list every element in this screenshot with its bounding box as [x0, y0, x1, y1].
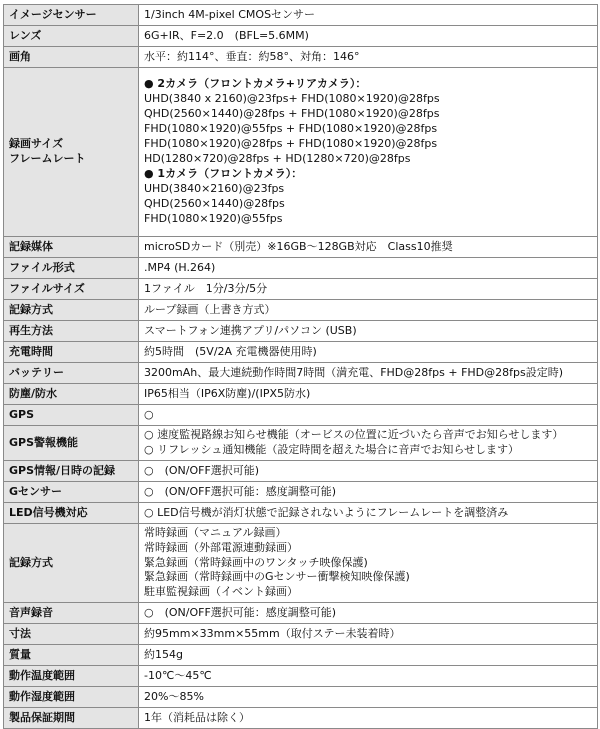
spec-value-line: 約154g: [144, 647, 183, 661]
spec-row: [4, 47, 598, 68]
spec-value: [139, 68, 598, 237]
spec-label: [4, 405, 139, 426]
spec-value-line: HD(1280×720)@28fps + HD(1280×720)@28fps: [144, 152, 411, 165]
spec-value-line: 約5時間 (5V/2A 充電機器使用時): [144, 344, 317, 358]
spec-label-line: 充電時間: [9, 344, 53, 358]
spec-value-line: UHD(3840 x 2160)@23fps+ FHD(1080×1920)@28fps: [144, 92, 440, 106]
spec-label: [4, 68, 139, 237]
spec-row: [4, 482, 598, 503]
spec-row: [4, 524, 598, 603]
spec-value: [139, 503, 598, 524]
spec-label-line: 音声録音: [9, 605, 53, 619]
spec-label: [4, 482, 139, 503]
spec-value: [139, 258, 598, 279]
spec-value: [139, 321, 598, 342]
spec-value: [139, 342, 598, 363]
spec-value: [139, 666, 598, 687]
spec-label: [4, 624, 139, 645]
spec-value-line: ○ (ON/OFF選択可能：感度調整可能): [144, 605, 337, 619]
spec-label: [4, 47, 139, 68]
spec-value: [139, 687, 598, 708]
spec-label-line: Gセンサー: [9, 484, 63, 498]
spec-label-line: バッテリー: [9, 365, 64, 379]
spec-value-line: ○ LED信号機が消灯状態で記録されないようにフレームレートを調整済み: [144, 505, 509, 519]
spec-value: [139, 300, 598, 321]
spec-label: [4, 666, 139, 687]
spec-row: [4, 237, 598, 258]
spec-label-line: GPS: [9, 407, 35, 421]
spec-value: [139, 426, 598, 461]
spec-label: [4, 687, 139, 708]
spec-label-line: 画角: [9, 49, 31, 63]
spec-value-line: 水平：約114°、垂直：約58°、対角：146°: [144, 49, 360, 63]
spec-label: [4, 258, 139, 279]
spec-value-line: FHD(1080×1920)@55fps: [144, 211, 283, 225]
spec-label: [4, 503, 139, 524]
spec-value: [139, 461, 598, 482]
spec-label: [4, 363, 139, 384]
spec-label: [4, 237, 139, 258]
spec-value-line: UHD(3840×2160)@23fps: [144, 181, 285, 195]
spec-value: [139, 482, 598, 503]
spec-row: [4, 461, 598, 482]
spec-label-line: 動作温度範囲: [9, 668, 75, 682]
spec-label-line: 製品保証期間: [9, 710, 75, 724]
spec-row: [4, 26, 598, 47]
spec-value-line: .MP4 (H.264): [144, 260, 216, 274]
spec-value: [139, 237, 598, 258]
spec-label: [4, 461, 139, 482]
spec-label: [4, 708, 139, 729]
spec-row: [4, 645, 598, 666]
spec-value-line: ○: [144, 407, 154, 421]
spec-value: [139, 26, 598, 47]
spec-row: [4, 503, 598, 524]
spec-value-line: 常時録画（マニュアル録画）: [144, 525, 287, 539]
spec-value-line: QHD(2560×1440)@28fps + FHD(1080×1920)@28fps: [144, 107, 440, 121]
spec-row: [4, 68, 598, 237]
spec-row: [4, 603, 598, 624]
spec-value: [139, 524, 598, 603]
spec-label-line: 録画サイズ: [9, 137, 64, 151]
spec-row: [4, 279, 598, 300]
spec-value-line: ● 1カメラ（フロントカメラ）：: [144, 166, 303, 180]
spec-label-line: ファイルサイズ: [9, 281, 85, 295]
spec-row: [4, 300, 598, 321]
spec-label-line: GPS警報機能: [9, 435, 79, 449]
spec-row: [4, 342, 598, 363]
spec-value-line: ループ録画（上書き方式）: [144, 302, 276, 316]
spec-row: [4, 405, 598, 426]
spec-row: [4, 708, 598, 729]
spec-label-line: 記録媒体: [9, 239, 53, 253]
spec-label: [4, 279, 139, 300]
spec-label: [4, 524, 139, 603]
spec-value-line: スマートフォン連携アプリ/パソコン (USB): [144, 323, 357, 337]
spec-label: [4, 26, 139, 47]
spec-value-line: ○ リフレッシュ通知機能（設定時間を超えた場合に音声でお知らせします）: [144, 443, 519, 456]
spec-value-line: 3200mAh、最大連続動作時間7時間（満充電、FHD@28fps + FHD@28fps設定時): [144, 365, 564, 379]
spec-value-line: ○ 速度監視路線お知らせ機能（オービスの位置に近づいたら音声でお知らせします）: [144, 428, 564, 442]
spec-value-line: ○ (ON/OFF選択可能): [144, 463, 260, 477]
spec-value-line: 20%～85%: [144, 689, 204, 703]
spec-value-line: 緊急録画（常時録画中のワンタッチ映像保護): [144, 555, 368, 569]
spec-value: [139, 5, 598, 26]
spec-value-line: ○ (ON/OFF選択可能：感度調整可能): [144, 484, 337, 498]
spec-value: [139, 363, 598, 384]
spec-value-line: IP65相当（IP6X防塵)/(IPX5防水): [144, 386, 311, 400]
spec-label: [4, 5, 139, 26]
spec-label: [4, 645, 139, 666]
spec-row: [4, 258, 598, 279]
spec-value-line: 緊急録画（常時録画中のGセンサー衝撃検知映像保護): [144, 570, 410, 584]
spec-value-line: 1ファイル 1分/3分/5分: [144, 281, 268, 295]
spec-row: [4, 624, 598, 645]
spec-label-line: イメージセンサー: [9, 7, 97, 21]
spec-value-line: ● 2カメラ（フロントカメラ+リアカメラ）：: [144, 77, 367, 91]
spec-value-line: 6G+IR、F=2.0 (BFL=5.6MM): [144, 28, 309, 42]
spec-label-line: 記録方式: [9, 302, 53, 316]
spec-label-line: GPS情報/日時の記録: [9, 463, 116, 477]
spec-value-line: 1年（消耗品は除く）: [144, 710, 250, 724]
spec-value-line: microSDカード（別売）※16GB～128GB対応 Class10推奨: [144, 239, 453, 253]
spec-value: [139, 624, 598, 645]
spec-value: [139, 708, 598, 729]
spec-label-line: 質量: [9, 647, 31, 661]
spec-value-line: QHD(2560×1440)@28fps: [144, 196, 285, 210]
spec-label-line: ファイル形式: [9, 260, 75, 274]
spec-table-body: [4, 5, 598, 729]
spec-row: [4, 321, 598, 342]
spec-label-line: レンズ: [9, 28, 42, 42]
spec-label: [4, 321, 139, 342]
spec-value: [139, 279, 598, 300]
spec-label: [4, 603, 139, 624]
spec-value-line: 約95mm×33mm×55mm（取付ステー未装着時）: [144, 626, 401, 640]
spec-row: [4, 384, 598, 405]
spec-label-line: フレームレート: [9, 152, 86, 165]
spec-value: [139, 384, 598, 405]
spec-label-line: 記録方式: [9, 555, 53, 569]
spec-value: [139, 603, 598, 624]
spec-value-line: -10℃～45℃: [144, 668, 212, 682]
spec-row: [4, 5, 598, 26]
spec-row: [4, 363, 598, 384]
spec-value: [139, 405, 598, 426]
spec-label-line: 再生方法: [9, 323, 53, 337]
spec-table: [3, 4, 598, 729]
spec-value-line: 常時録画（外部電源連動録画）: [144, 540, 298, 554]
spec-label-line: 防塵/防水: [9, 386, 58, 400]
spec-value-line: 駐車監視録画（イベント録画）: [144, 585, 298, 599]
spec-value: [139, 645, 598, 666]
spec-value-line: 1/3inch 4M-pixel CMOSセンサー: [144, 7, 316, 21]
spec-label: [4, 342, 139, 363]
spec-label: [4, 426, 139, 461]
spec-label: [4, 300, 139, 321]
spec-row: [4, 426, 598, 461]
spec-row: [4, 687, 598, 708]
spec-value: [139, 47, 598, 68]
spec-label-line: 寸法: [9, 626, 31, 640]
spec-label: [4, 384, 139, 405]
spec-value-line: FHD(1080×1920)@28fps + FHD(1080×1920)@28fps: [144, 137, 438, 151]
spec-label-line: 動作湿度範囲: [9, 689, 75, 703]
spec-value-line: FHD(1080×1920)@55fps + FHD(1080×1920)@28fps: [144, 122, 438, 136]
spec-row: [4, 666, 598, 687]
spec-label-line: LED信号機対応: [9, 505, 88, 519]
